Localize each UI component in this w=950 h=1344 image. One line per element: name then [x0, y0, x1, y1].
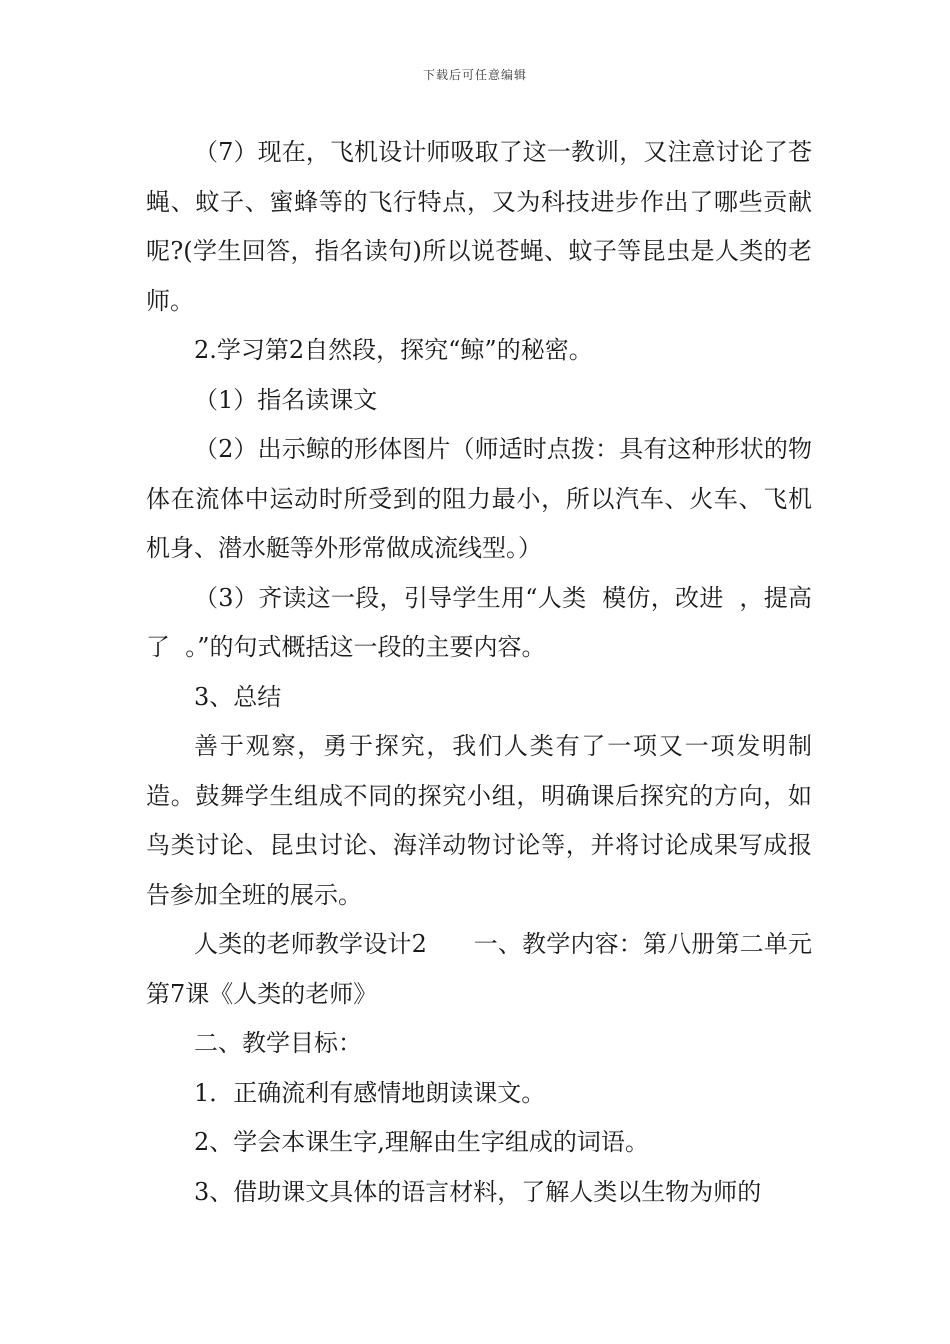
paragraph-summary: 善于观察，勇于探究，我们人类有了一项又一项发明制造。鼓舞学生组成不同的探究小组，明确课后探究的方向，如鸟类讨论、昆虫讨论、海洋动物讨论等，并将讨论成果写成报告参加全班的展示。: [146, 732, 812, 909]
page-header: 下载后可任意编辑: [422, 68, 527, 82]
paragraph-item-3: （3）齐读这一段，引导学生用“人类 模仿，改进 ，提高了 。”的句式概括这一段的主要内容。: [146, 583, 812, 661]
paragraph-section-2: 2.学习第2自然段，探究“鲸”的秘密。: [194, 336, 593, 364]
paragraph-item-2: （2）出示鲸的形体图片（师适时点拨：具有这种形状的物体在流体中运动时所受到的阻力最小，所以汽车、火车、飞机机身、潜水艇等外形常做成流线型。）: [146, 435, 812, 562]
paragraph-summary-heading: 3、总结: [194, 682, 282, 711]
paragraph-objective-3: 3、借助课文具体的语言材料，了解人类以生物为师的: [194, 1177, 762, 1206]
paragraph-objective-2: 2、学会本课生字,理解由生字组成的词语。: [194, 1128, 649, 1156]
paragraph-item-1: （1）指名读课文: [194, 385, 378, 414]
paragraph-step-7: （7）现在，飞机设计师吸取了这一教训，又注意讨论了苍蝇、蚊子、蜜蜂等的飞行特点，又为科技进步作出了哪些贡献呢?(学生回答，指名读句)所以说苍蝇、蚊子等昆虫是人类的老师。: [146, 138, 812, 315]
paragraph-objectives-heading: 二、教学目标：: [194, 1029, 362, 1057]
paragraph-design-2-title: 人类的老师教学设计2 一、教学内容：第八册第二单元第7课《人类的老师》: [146, 930, 812, 1008]
document-body: [146, 128, 812, 1217]
paragraph-objective-1: 1．正确流利有感情地朗读课文。: [194, 1078, 546, 1107]
